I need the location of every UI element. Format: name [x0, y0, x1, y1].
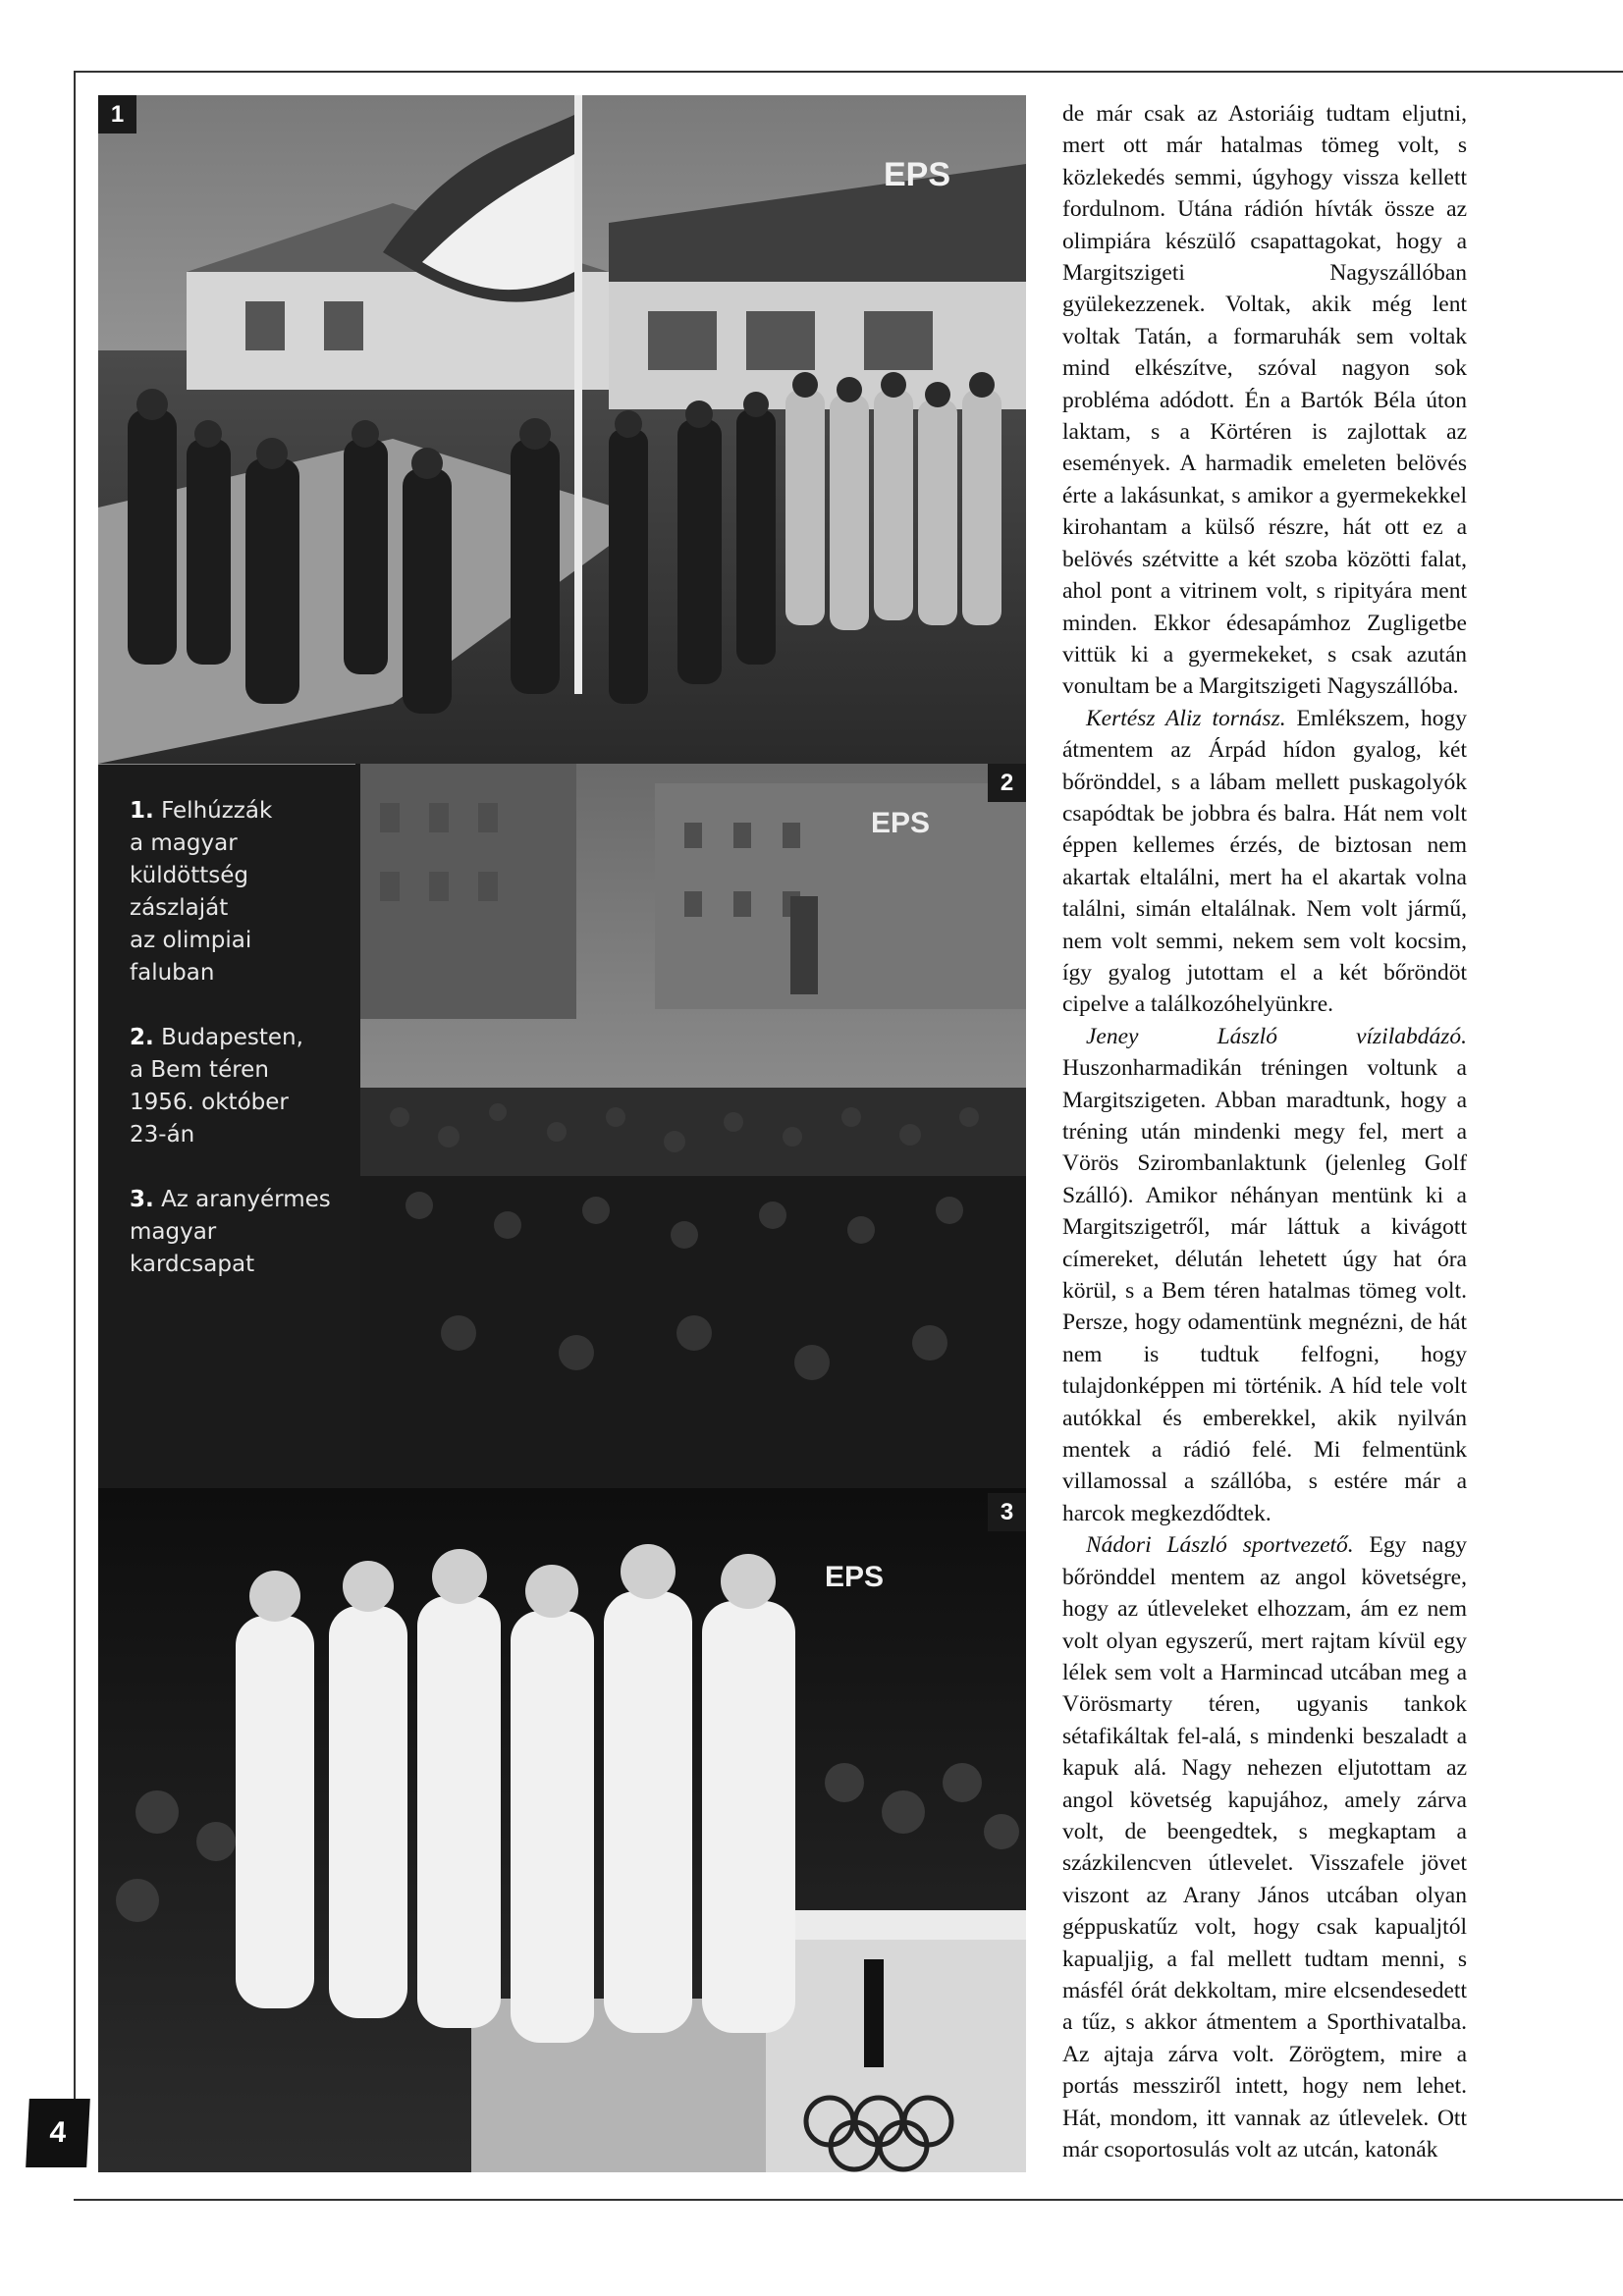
caption-3-line-1: Az aranyérmes — [161, 1187, 331, 1212]
photo-fencing-team — [98, 1488, 1026, 2172]
top-rule — [74, 71, 1623, 73]
caption-2-line-3: 1956. október — [130, 1090, 289, 1115]
photo-number-1: 1 — [98, 95, 136, 133]
paragraph-3 — [1062, 1021, 1467, 1530]
photo-bem-square-crowd — [360, 764, 1026, 1488]
paragraph-3-body: Huszonharmadikán tréningen voltunk a Margitszigeten. Abban maradtunk, hogy a tréning után mindenki megy fel, mert a Vörös Szirombanlaktunk (jelenleg Golf Szálló). Amikor néhányan mentünk ki a Margitszigetről, már láttuk a kivágott címereket, délután lehetett úgy hat óra körül, s a Bem téren hatalmas tömeg volt. Persze, hogy odamentünk megnézni, de hát nem is tudtuk felfogni, hogy tulajdonképpen mi történik. A híd tele volt autókkal és emberekkel, akik nyilván mentek a rádió felé. Mi felmentünk villamossal a szállóba, s estére már a harcok megkezdődtek. — [1062, 1055, 1467, 1526]
photo-number-3: 3 — [988, 1493, 1026, 1531]
page-number: 4 — [26, 2099, 90, 2167]
caption-divider — [98, 764, 355, 765]
speaker-nadori: Nádori László sportvezető. — [1086, 1532, 1354, 1559]
caption-3 — [130, 1184, 349, 1281]
caption-1-line-4: zászlaját — [130, 895, 229, 921]
caption-3-line-2: magyar — [130, 1219, 217, 1245]
paragraph-2-body: Emlékszem, hogy átmentem az Árpád hídon gyalog, két bőrönddel, s a lábam mellett puskagolyók csapódtak be jobbra és balra. Hát nem volt éppen kellemes érzés, de biztosan nem akartak eltalálni, mert ha el akartak volna találni, simán eltalálnak. Nem volt jármű, nem volt semmi, nekem sem volt kocsim, így gyalog jutottam el a két bőröndöt cipelve a találkozóhelyünkre. — [1062, 705, 1467, 1018]
caption-1-line-5: az olimpiai — [130, 928, 252, 953]
photo-number-2: 2 — [988, 764, 1026, 802]
speaker-kertesz: Kertész Aliz tornász. — [1086, 705, 1286, 731]
caption-1 — [130, 795, 349, 989]
caption-3-line-3: kardcsapat — [130, 1252, 255, 1277]
photo-flag-raising — [98, 95, 1026, 764]
caption-1-line-3: küldöttség — [130, 863, 249, 888]
caption-1-line-2: a magyar — [130, 830, 238, 856]
caption-box — [98, 764, 360, 1488]
bottom-rule — [74, 2199, 1623, 2201]
caption-2 — [130, 1022, 349, 1151]
caption-1-number: 1. — [130, 798, 154, 824]
caption-1-line-6: faluban — [130, 960, 215, 986]
caption-2-number: 2. — [130, 1025, 154, 1050]
caption-2-line-1: Budapesten, — [161, 1025, 303, 1050]
left-rule — [74, 71, 76, 2132]
paragraph-4 — [1062, 1529, 1467, 2165]
eps-watermark-1: EPS — [884, 156, 951, 193]
paragraph-4-body: Egy nagy bőrönddel mentem az angol követségre, hogy az útleveleket elhozzam, ám ez nem volt olyan egyszerű, mert rajtam kívül egy lélek sem volt a Harmincad utcában meg a Vörösmarty téren, ugyanis tankok sétafikáltak fel-alá, s mindenki beszaladt a kapuk alá. Nagy nehezen eljutottam az angol követség kapujához, amely zárva volt, de beengedtek, s megkaptam a százkilencven útlevelet. Visszafele jövet viszont az Arany János utcában olyan géppuskatűz volt, hogy csak kapualjtól kapualjig, a fal mellett tudtam menni, s másfél órát dekkoltam, mire elcsendesedett a tűz, s akkor átmentem a Sporthivatalba. Az ajtaja zárva volt. Zörögtem, mire a portás messziről intett, hogy nem lehet. Hát, mondom, itt vannak az útlevelek. Ott már csoportosulás volt az utcán, katonák — [1062, 1532, 1467, 2163]
eps-watermark-3: EPS — [825, 1561, 885, 1593]
paragraph-1: de már csak az Astoriáig tudtam eljutni, mert ott már hatalmas tömeg volt, s közlekedés semmi, úgyhogy vissza kellett fordulnom. Utána rádión hívták össze az olimpiára készülő csapattagokat, hogy a Margitszigeti Nagyszállóban gyülekezzenek. Voltak, akik még lent voltak Tatán, a formaruhák sem voltak mind elkészítve, szóval nagyon sok probléma adódott. Én a Bartók Béla úton laktam, s a Körtéren is zajlottak az események. A harmadik emeleten belövés érte a lakásunkat, s amikor a gyermekekkel kirohantam a külső részre, hát ott ez a belövés szétvitte a két szoba közötti falat, ahol pont a vitrinem volt, s ripityára ment minden. Ekkor édesapámhoz Zugligetbe vittük ki a gyermekeket, s csak azután vonultam be a Margitszigeti Nagyszállóba. — [1062, 101, 1467, 700]
caption-2-line-2: a Bem téren — [130, 1057, 269, 1083]
article-text — [1062, 98, 1467, 2165]
paragraph-2 — [1062, 703, 1467, 1021]
speaker-jeney: Jeney László vízilabdázó. — [1086, 1023, 1467, 1049]
eps-watermark-2: EPS — [871, 807, 931, 839]
caption-3-number: 3. — [130, 1187, 154, 1212]
caption-1-line-1: Felhúzzák — [161, 798, 273, 824]
caption-2-line-4: 23-án — [130, 1122, 195, 1148]
